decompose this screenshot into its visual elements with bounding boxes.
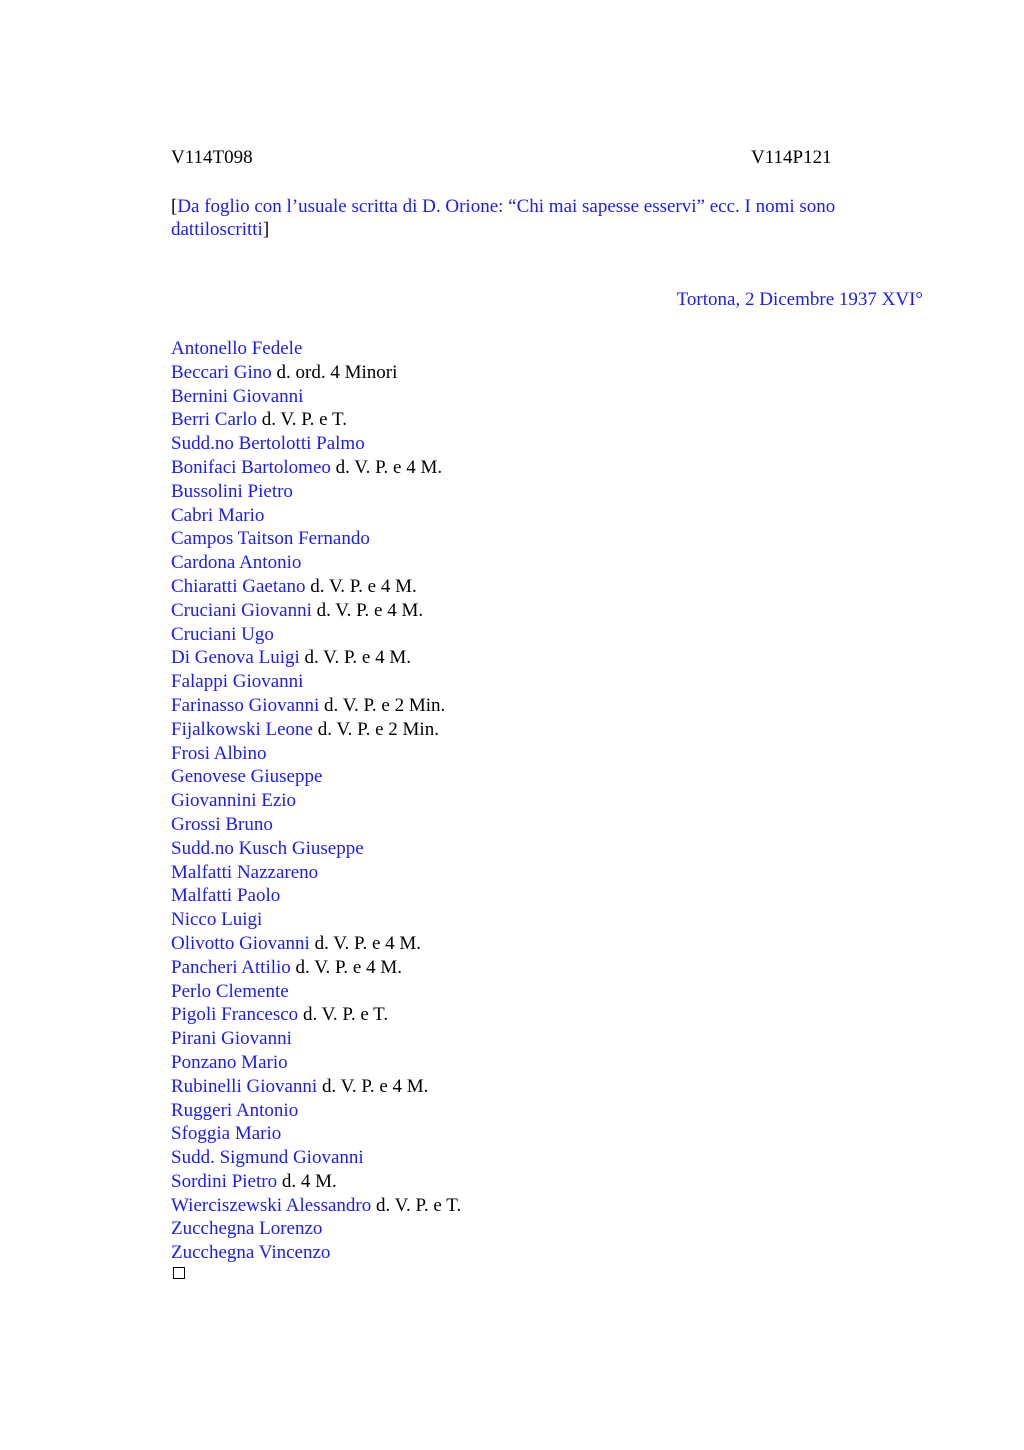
person-name: Nicco Luigi <box>171 909 263 931</box>
document-code-right: V114P121 <box>751 147 832 168</box>
editorial-note <box>171 195 911 241</box>
person-name: Di Genova Luigi <box>171 647 300 669</box>
person-name: Sfoggia Mario <box>171 1123 282 1145</box>
person-name: Wierciszewski Alessandro <box>171 1194 372 1216</box>
list-item <box>171 1051 461 1075</box>
list-item <box>171 1146 461 1170</box>
person-name: Campos Taitson Fernando <box>171 528 370 550</box>
note-open-bracket: [ <box>171 196 178 217</box>
person-note: d. V. P. e 4 M. <box>299 647 411 669</box>
list-item <box>171 742 461 766</box>
person-name: Zucchegna Vincenzo <box>171 1242 331 1264</box>
person-note: d. V. P. e 4 M. <box>311 599 424 621</box>
person-name: Berri Carlo <box>171 409 258 431</box>
person-name: Farinasso Giovanni <box>171 694 320 716</box>
list-item <box>171 337 461 361</box>
person-note: d. 4 M. <box>277 1170 337 1192</box>
person-note: d. V. P. e 4 M. <box>290 956 403 978</box>
person-name: Fijalkowski Leone <box>171 718 313 740</box>
list-item <box>171 1027 461 1051</box>
person-name: Falappi Giovanni <box>171 671 304 693</box>
list-item <box>171 861 461 885</box>
date-line: Tortona, 2 Dicembre 1937 XVI° <box>676 289 923 310</box>
person-name: Pirani Giovanni <box>171 1028 292 1050</box>
person-note: d. V. P. e 4 M. <box>330 456 443 478</box>
list-item <box>171 599 461 623</box>
person-note: d. V. P. e 2 Min. <box>312 718 439 740</box>
person-name: Giovannini Ezio <box>171 790 297 812</box>
list-item <box>171 1170 461 1194</box>
person-note: d. V. P. e T. <box>298 1004 389 1026</box>
list-item <box>171 408 461 432</box>
list-item <box>171 718 461 742</box>
person-name: Grossi Bruno <box>171 813 273 835</box>
person-name: Sudd.no Bertolotti Palmo <box>171 433 365 455</box>
person-note: d. ord. 4 Minori <box>271 361 398 383</box>
list-item <box>171 480 461 504</box>
person-name: Antonello Fedele <box>171 338 303 359</box>
document-code-left: V114T098 <box>171 147 253 168</box>
person-name: Cruciani Ugo <box>171 623 274 645</box>
list-item <box>171 361 461 385</box>
person-name: Sudd. Sigmund Giovanni <box>171 1147 364 1169</box>
person-name: Beccari Gino <box>171 361 272 383</box>
person-note: d. V. P. e 2 Min. <box>319 694 446 716</box>
list-item <box>171 908 461 932</box>
person-note: d. V. P. e 4 M. <box>317 1075 429 1097</box>
list-item <box>171 932 461 956</box>
list-item <box>171 527 461 551</box>
list-item <box>171 789 461 813</box>
list-item <box>171 456 461 480</box>
list-item <box>171 694 461 718</box>
person-note: d. V. P. e 4 M. <box>309 932 422 954</box>
list-item <box>171 1194 461 1218</box>
list-item <box>171 551 461 575</box>
list-item <box>171 884 461 908</box>
person-name: Ponzano Mario <box>171 1051 288 1073</box>
person-name: Pancheri Attilio <box>171 956 291 978</box>
list-item <box>171 646 461 670</box>
note-text: Da foglio con l’usuale scritta di D. Orione: “Chi mai sapesse esservi” ecc. I nomi sono dattiloscritti <box>171 196 836 240</box>
person-name: Sudd.no Kusch Giuseppe <box>171 837 364 859</box>
person-note: d. V. P. e T. <box>371 1194 462 1216</box>
person-note: d. V. P. e 4 M. <box>305 575 417 597</box>
list-item <box>171 1217 461 1241</box>
person-name: Malfatti Nazzareno <box>171 861 319 883</box>
person-name: Chiaratti Gaetano <box>171 575 306 597</box>
person-name: Rubinelli Giovanni <box>171 1075 318 1097</box>
list-item <box>171 385 461 409</box>
names-list <box>171 337 461 1265</box>
list-item <box>171 837 461 861</box>
list-item <box>171 623 461 647</box>
person-name: Sordini Pietro <box>171 1170 278 1192</box>
list-item <box>171 980 461 1004</box>
person-name: Bonifaci Bartolomeo <box>171 456 331 478</box>
person-name: Frosi Albino <box>171 742 267 764</box>
person-name: Perlo Clemente <box>171 980 289 1002</box>
person-name: Bernini Giovanni <box>171 385 304 407</box>
person-name: Zucchegna Lorenzo <box>171 1218 323 1240</box>
person-name: Pigoli Francesco <box>171 1004 299 1026</box>
person-name: Cruciani Giovanni <box>171 599 312 621</box>
list-item <box>171 813 461 837</box>
person-name: Malfatti Paolo <box>171 885 281 907</box>
list-item <box>171 575 461 599</box>
list-item <box>171 1003 461 1027</box>
list-item <box>171 1075 461 1099</box>
list-item <box>171 670 461 694</box>
person-name: Olivotto Giovanni <box>171 932 310 954</box>
person-name: Cabri Mario <box>171 504 265 526</box>
list-item <box>171 1122 461 1146</box>
document-page <box>171 0 923 1450</box>
person-name: Bussolini Pietro <box>171 480 293 502</box>
list-item <box>171 432 461 456</box>
square-outline-icon <box>173 1267 185 1279</box>
person-name: Cardona Antonio <box>171 552 302 574</box>
list-item <box>171 956 461 980</box>
list-item <box>171 765 461 789</box>
note-close-bracket: ] <box>262 219 270 240</box>
list-item <box>171 504 461 528</box>
person-name: Ruggeri Antonio <box>171 1099 299 1121</box>
person-name: Genovese Giuseppe <box>171 766 323 788</box>
list-item <box>171 1241 461 1265</box>
list-item <box>171 1099 461 1123</box>
person-note: d. V. P. e T. <box>257 409 347 431</box>
